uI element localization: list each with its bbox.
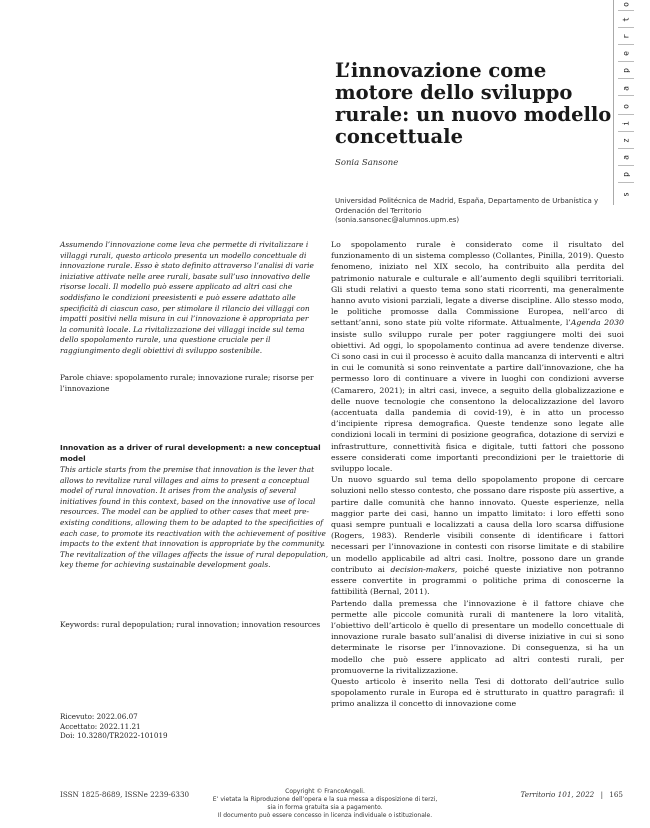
emphasis-agenda: Agenda 2030 [570, 318, 624, 328]
section-tab-letter: r [621, 34, 631, 39]
body-text [331, 239, 624, 710]
body-paragraph: Un nuovo sguardo sul tema dello spopolamento propone di cercare soluzioni nello stesso contesto, che possano dare risposte più assertive, a partire dalle comunità che hanno innovato. Queste esperienze, nella maggior parte dei casi, hanno un impatto limitato: i loro effetti sono quasi sempre puntuali e localizzati a causa della loro scarsa diffusione (Rogers, 1983). Renderle visibili consente di identificare i fattori necessari per l’innovazione in contesti con risorse limitate e di stabilire un modello applicabile ad altri casi. Inoltre, possono dare un grande contributo ai decision-makers, poiché queste iniziative non potranno essere convertite in programmi o politiche prima di conoscerne la fattibilità (Bernal, 2011). [331, 475, 624, 597]
footer-separator: | [600, 790, 603, 799]
section-tab-letter: a [621, 155, 631, 160]
abstract-italian: Assumendo l’innovazione come leva che permette di rivitalizzare i villaggi rurali, questo articolo presenta un modello concettuale di innovazione rurale. Esso è stato definito attraverso l’analisi di varie iniziative attivate nelle aree rurali, basate sull’uso innovativo delle risorse locali. Il modello può essere applicato ad altri casi che soddisfano le condizioni preesistenti e può essere adattato alle specificità di ciascun caso, per stimolare il rilancio dei villaggi con impatti positivi nella misura in cui l’innovazione è appropriata per la comunità locale. La rivitalizzazione dei villaggi incide sul tema dello spopolamento rurale, una questione cruciale per il raggiungimento degli obiettivi di sviluppo sostenibile. [60, 240, 314, 355]
doi: Doi: 10.3280/TR2022-101019 [60, 731, 168, 741]
section-tab-letter: a [621, 86, 631, 91]
footer-journal [490, 790, 623, 799]
received-date: Ricevuto: 2022.06.07 [60, 712, 138, 721]
author-affiliation [335, 197, 625, 226]
accepted-date: Accettato: 2022.11.21 [60, 721, 141, 731]
keywords-english: Keywords: rural depopulation; rural innovation; innovation resources [60, 620, 321, 629]
section-tab-letter: p [621, 172, 631, 177]
article-title: L’innovazione come motore dello sviluppo rurale: un nuovo modello concettuale [335, 59, 612, 148]
section-tab-letter: p [621, 68, 631, 73]
article-author: Sonia Sansone [335, 158, 399, 168]
footer-issn: ISSN 1825-8689, ISSNe 2239-6330 [60, 790, 190, 799]
section-tab-letter: t [621, 17, 631, 22]
section-tab-letter: s [621, 192, 631, 197]
section-tab-letter: e [621, 51, 631, 56]
article-dates [60, 712, 168, 741]
page-number: 165 [609, 790, 623, 799]
body-paragraph: Lo spopolamento rurale è considerato come il risultato del funzionamento di un sistema complesso (Collantes, Pinilla, 2019). Questo fenomeno, iniziato nel XIX secolo, ha contribuito alla perdita del patrimonio naturale e culturale e all’aumento degli squilibri territoriali. Gli studi relativi a questo tema sono stati ricorrenti, ma generalmente hanno avuto visioni parziali, legate a diverse discipline. Allo stesso modo, le politiche promosse dalla Commissione Europea, nell’arco di settant’anni, sono state più volte riformate. Attualmente, l’Agenda 2030 insiste sullo sviluppo rurale per poter raggiungere molti dei suoi obiettivi. Ad oggi, lo spopolamento continua ad avere tendenze diverse. Ci sono casi in cui il processo è acuito dalla mancanza di interventi e altri in cui le comunità si sono reinventate a partire dall’innovazione, che ha permesso loro di continuare a vivere in luoghi con condizioni avverse (Camarero, 2021); in altri casi, invece, a seguito della globalizzazione e delle nuove tecnologie che consentono la delocalizzazione del lavoro (accentuata dalla pandemia di covid-19), è in atto un processo d’incipiente ripresa demografica. Queste tendenze sono legate alle condizioni locali in termini di posizione geografica, dotazione di servizi e infrastrutture, connettività fisica e digitale, tutti fattori che possono essere considerati come importanti precondizioni per le traiettorie di sviluppo locale. [331, 240, 624, 474]
abstract-english: This article starts from the premise that innovation is the lever that allows to revitalize rural villages and aims to present a conceptual model of rural innovation. It arises from the analysis of several initiatives found in this context, based on the innovative use of local resources. The model can be applied to other cases that meet pre-existing conditions, allowing them to be adapted to the specificities of each case, to promote its reactivation with the achievement of positive impacts to the extent that innovation is appropriate by the community. The revitalization of the villages affects the issue of rural depopulation, key theme for achieving sustainable development goals. [60, 465, 329, 570]
author-email: (sonia.sansonec@alumnos.upm.es) [335, 216, 460, 224]
emphasis-decision-makers: decision-makers [390, 564, 455, 574]
journal-name: Territorio 101, 2022 [520, 790, 595, 799]
section-tab-letter: z [621, 138, 631, 143]
footer-copyright: Copyright © FrancoAngeli. E’ vietata la Riproduzione dell’opera e la sua messa a disposizione di terzi, sia in forma gratuita sia a pagamento. Il documento può essere concesso in licenza individuale o istituzionale. [212, 788, 438, 819]
section-tab-letter: o [621, 104, 631, 109]
affiliation-text: Universidad Politécnica de Madrid, España, Departamento de Urbanística y Ordenación del Territorio [335, 197, 599, 215]
body-paragraph: Questo articolo è inserito nella Tesi di dottorato dell’autrice sullo spopolamento rurale in Europa ed è strutturato in quattro paragrafi: il primo analizza il concetto di innovazione come [331, 676, 624, 709]
keywords-italian: Parole chiave: spopolamento rurale; innovazione rurale; risorse per l’innovazione [60, 373, 314, 393]
abstract-english-title: Innovation as a driver of rural development: a new conceptual model [60, 443, 321, 463]
section-tab-letter: i [621, 121, 631, 126]
section-tab-letter: o [621, 2, 631, 7]
body-paragraph: Partendo dalla premessa che l’innovazione è il fattore chiave che permette alle piccole comunità rurali di mantenere la loro vitalità, l’obiettivo dell’articolo è quello di presentare un modello concettuale di innovazione rurale basato sull’analisi di diverse iniziative in cui si sono determinate le risorse per l’innovazione. Di conseguenza, si ha un modello che può essere applicato ad altri contesti rurali, per promuoverne la rivitalizzazione. [331, 598, 624, 675]
